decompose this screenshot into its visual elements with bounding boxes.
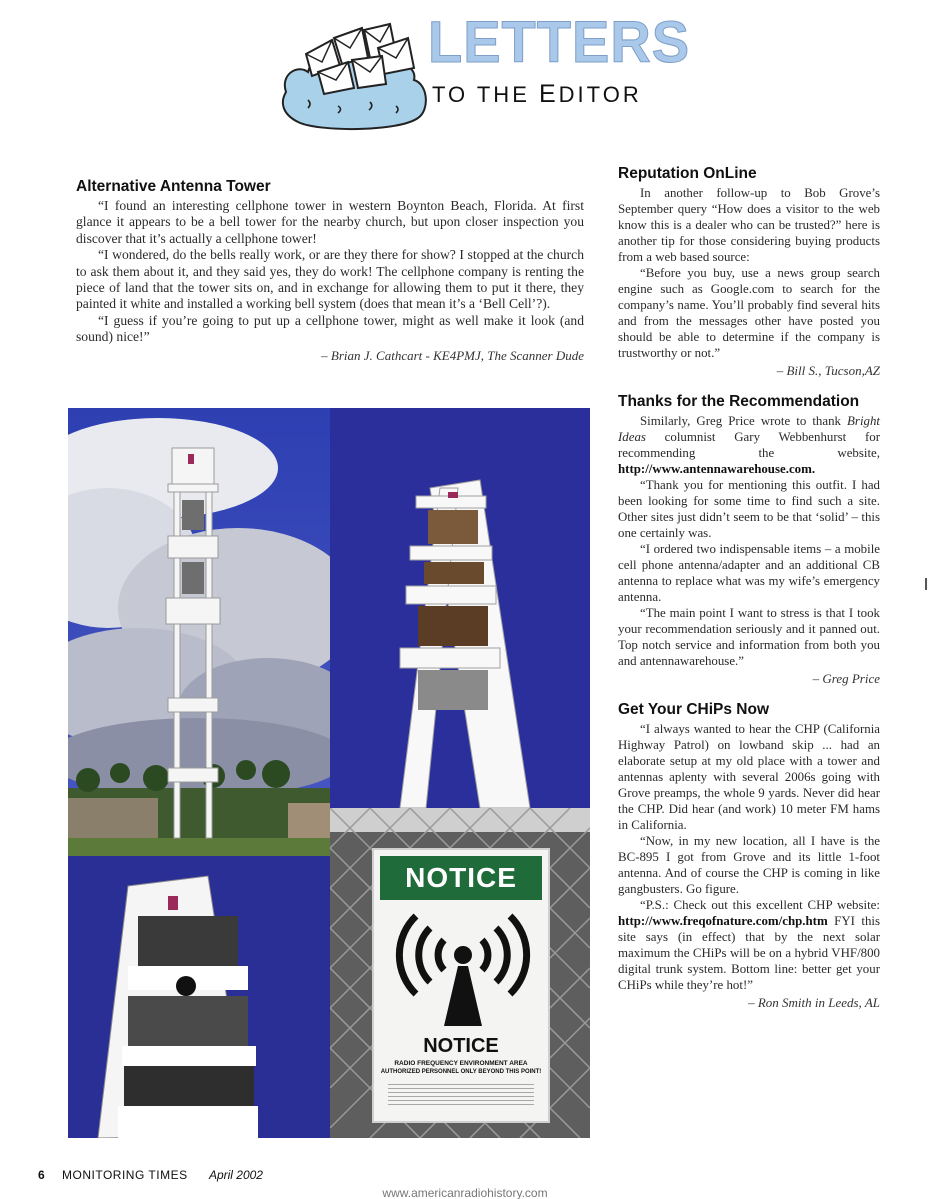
article-signature: – Greg Price [812,671,880,686]
subtitle-rest: DITOR [558,82,642,107]
subtitle-prefix: TO THE [432,82,539,107]
article-paragraph: “Before you buy, use a news group search engine such as Google.com to search for the company’s name. You’ll probably find several hits and from the messages other have posted you should be able to determine if the company is trustworthy or not.” [618,266,880,360]
margin-mark [925,578,927,590]
text-run: columnist Gary Webbenhurst for recommending the website, [618,430,880,460]
left-column [76,178,584,378]
article-paragraph: “The main point I want to stress is that I took your recommendation seriously and it panned out. Top notch service and information from both you and antennawarehouse.” [618,606,880,668]
section-title: LETTERS [428,8,691,75]
magazine-name: MONITORING TIMES [62,1168,188,1182]
photo-notice-sign [330,808,590,1138]
article-signature: – Bill S., Tucson,AZ [776,363,880,378]
tower-lower-image [330,408,590,808]
article-title: Reputation OnLine [618,165,757,182]
article-paragraph: “Thank you for mentioning this outfit. I had been looking for some time to find such a site. Other sites just didn’t seem to be that ‘solid’ – this one certainly was. [618,478,880,540]
photo-tower-lower-view [330,408,590,808]
photo-collage [68,408,590,1138]
subtitle-capital: E [538,80,559,108]
article-title: Get Your CHiPs Now [618,701,770,718]
bell-tower-image [68,408,330,856]
article-get-your-chips [618,701,880,1011]
article-signature: – Brian J. Cathcart - KE4PMJ, The Scanner Dude [321,347,584,363]
article-title: Alternative Antenna Tower [76,178,271,195]
article-thanks-recommendation [618,393,880,687]
article-paragraph: “I found an interesting cellphone tower in western Boynton Beach, Florida. At first glance it appears to be a bell tower for the nearby church, but upon closer inspection you discover that it’s actually a cellphone tower! [76,198,584,246]
issue-date: April 2002 [208,1168,263,1182]
text-run: FYI this site says (in effect) that by the next solar maximum the CHiPs will be on a hybrid VHF/800 digital trunk system. Bottom line: better get your CHiPs while they’re hot!” [618,914,880,992]
notice-fine-print [388,1081,534,1107]
page-number: 6 [38,1168,45,1182]
article-reputation-online [618,165,880,379]
article-paragraph: “I wondered, do the bells really work, or are they there for show? I stopped at the church to ask them about it, and they said yes, they do work! The cellphone company is renting the piece of land that the tower sits on, and in exchange for allowing them to put it there, they painted it white and installed a working bell system (does that mean it’s a ‘Bell Cell’?). [76,247,584,312]
photo-tower-top [68,856,330,1138]
notice-subheader: NOTICE [423,1035,499,1057]
radio-wave-icon [374,900,552,1028]
tower-top-image [68,856,330,1138]
website-link[interactable]: http://www.antennawarehouse.com. [618,462,816,476]
notice-header: NOTICE [380,856,542,900]
article-paragraph: In another follow-up to Bob Grove’s September query “How does a visitor to the web know this is a dealer who can be trusted?” here is another tip for those considering buying products from a web based source: [618,186,880,264]
article-signature: – Ron Smith in Leeds, AL [748,995,880,1010]
letters-logo-icon [278,14,438,132]
article-paragraph [618,897,880,993]
watermark-url: www.americanradiohistory.com [382,1186,548,1199]
notice-line-2: AUTHORIZED PERSONNEL ONLY BEYOND THIS POINT! [380,1069,542,1075]
article-paragraph [618,413,880,477]
photo-bell-tower-clouds [68,408,330,856]
right-column [618,165,880,1025]
section-subtitle [432,80,642,109]
notice-line-1: RADIO FREQUENCY ENVIRONMENT AREA [394,1060,528,1067]
publication-name: Bright Ideas [618,414,880,444]
text-run: “P.S.: Check out this excellent CHP website: [640,898,880,912]
text-run: Similarly, Greg Price wrote to thank [640,414,848,428]
article-paragraph: “I always wanted to hear the CHP (California Highway Patrol) on lowband skip ... had an elaborate setup at my old place with a tower and antennas aplenty with several 2006s going with Grove preamps, the whole 9 yards. Never did hear the CHP. Did hear (and work) 10 meter FM hams in California. [618,722,880,832]
notice-sign [372,848,550,1123]
page-footer [38,1168,263,1182]
article-title: Thanks for the Recommendation [618,393,860,410]
article-alternative-antenna-tower [76,178,584,364]
article-paragraph: “I guess if you’re going to put up a cellphone tower, might as well make it look (and sound) nice!” [76,312,584,345]
article-paragraph: “Now, in my new location, all I have is the BC-895 I got from Grove and its little 1-foot antenna. And of course the CHP is coming in like gangbusters. Go figure. [618,834,880,896]
article-paragraph: “I ordered two indispensable items – a mobile cell phone antenna/adapter and an additional CB antenna to replace what was my wife’s emergency antenna. [618,542,880,604]
website-link[interactable]: http://www.freqofnature.com/chp.htm [618,914,828,928]
